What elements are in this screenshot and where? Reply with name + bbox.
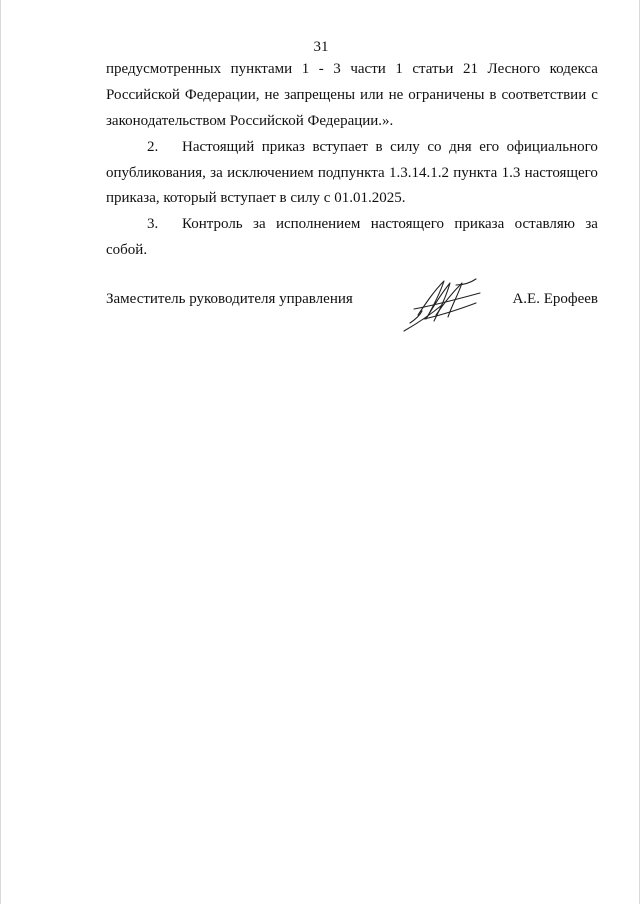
item-2-line-2-word: 1.3.14.1.2 [388, 165, 449, 181]
item-2-line-2-word: подпункта [317, 165, 385, 181]
item-3-line-1-word: за [253, 216, 266, 232]
item-3-line-1-word: за [585, 216, 598, 232]
signatory-name: А.Е. Ерофеев [512, 291, 598, 307]
handwritten-signature [396, 275, 496, 337]
paragraph-line-2-word: с [591, 87, 598, 103]
signatory-position: Заместитель руководителя управления [106, 291, 353, 307]
paragraph-line-1-word: Лесного [487, 61, 541, 77]
paragraph-line-2-word: соответствии [501, 87, 587, 103]
paragraph-line-2-word: Федерации, [184, 87, 260, 103]
item-2-line-2 [106, 163, 598, 183]
item-2-line-1-word: Настоящий [182, 139, 255, 155]
item-2-line-2-word: за [210, 165, 223, 181]
item-2-line-1-word: силу [390, 139, 420, 155]
item-3-number: 3. [147, 216, 159, 232]
paragraph-line-1-word: предусмотренных [106, 61, 222, 77]
item-2-line-2-word: пункта [453, 165, 498, 181]
paragraph-line-1-word: 1 [395, 61, 403, 77]
item-3-line-1-word: приказа [454, 216, 505, 232]
paragraph-line-3: законодательством Российской Федерации.». [106, 113, 394, 129]
item-3-first-line-text [182, 214, 598, 234]
item-2-line-2-word: 1.3 [501, 165, 521, 181]
paragraph-line-1-word: части [350, 61, 386, 77]
item-2-line-2-word: настоящего [524, 165, 598, 181]
item-3-line-2: собой. [106, 242, 148, 258]
paragraph-line-1-word: 1 [301, 61, 310, 77]
item-3-line-1-word: настоящего [370, 216, 445, 232]
paragraph-line-2-word: не [264, 87, 280, 103]
page-number: 31 [313, 39, 329, 55]
paragraph-line-2-word: или [360, 87, 384, 103]
paragraph-line-1-word: - [318, 61, 324, 77]
item-3-line-1-word: оставляю [514, 216, 576, 232]
paragraph-line-1-word: 3 [333, 61, 341, 77]
item-2-line-1-word: приказ [261, 139, 305, 155]
item-2-line-1-word: дня [449, 139, 472, 155]
paragraph-line-2-word: ограничены [408, 87, 485, 103]
item-2-line-2-word: опубликования, [106, 165, 206, 181]
item-3-line-1-word: исполнением [275, 216, 361, 232]
paragraph-line-1-word: пунктами [230, 61, 293, 77]
item-2-first-line-text [182, 137, 598, 157]
item-3-line-1-word: Контроль [182, 216, 243, 232]
item-2-line-1-word: официального [506, 139, 598, 155]
paragraph-line-1-word: 21 [462, 61, 478, 77]
item-2-number: 2. [147, 139, 159, 155]
item-2-line-3: приказа, который вступает в силу с 01.01.2025. [106, 190, 406, 206]
item-2-line-2-word: исключением [227, 165, 314, 181]
item-2-line-1-word: его [479, 139, 500, 155]
item-2-line-1-word: со [427, 139, 442, 155]
signature-block [106, 289, 598, 349]
paragraph-line-2 [106, 85, 598, 105]
paragraph-line-1-word: кодекса [549, 61, 598, 77]
paragraph-line-2-word: не [388, 87, 404, 103]
paragraph-line-1-word: статьи [412, 61, 454, 77]
paragraph-line-2-word: запрещены [284, 87, 356, 103]
paragraph-line-2-word: в [489, 87, 497, 103]
item-2-line-1-word: в [375, 139, 383, 155]
paragraph-line-2-word: Российской [106, 87, 180, 103]
item-2-line-1-word: вступает [312, 139, 368, 155]
paragraph-line-1 [106, 59, 598, 79]
